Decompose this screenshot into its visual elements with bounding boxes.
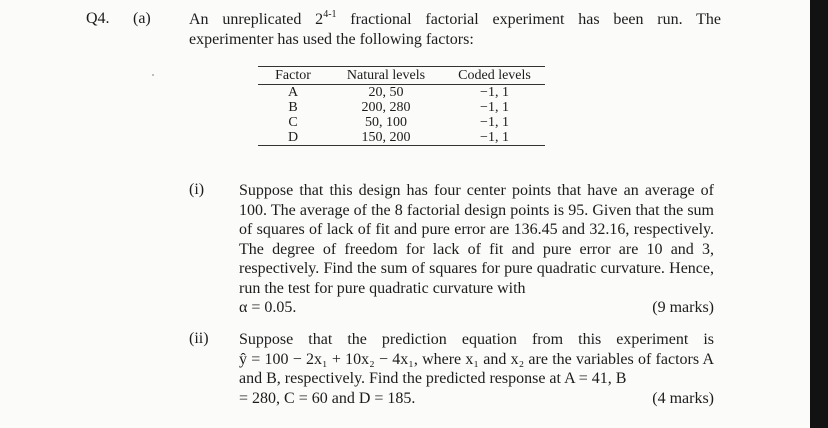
factor-cell: B [288, 100, 298, 115]
part-ii-values: = 280, C = 60 and D = 185. [239, 389, 416, 407]
prediction-equation: ŷ = 100 − 2x₁ + 10x₂ − 4x₁, [239, 350, 418, 368]
header-natural-levels: Natural levels [328, 67, 444, 85]
factor-cell: D [258, 130, 328, 146]
part-ii-label: (ii) [189, 330, 209, 347]
table-header-row [258, 67, 545, 85]
question-intro: An unreplicated 2$^{4-1}$ fractional factorial experiment has been run. The experimenter has used the following factors: [189, 8, 721, 48]
alpha-value: α = 0.05. [239, 299, 297, 316]
table-row [258, 100, 545, 115]
question-number: Q4. [86, 10, 110, 27]
speck [152, 74, 154, 76]
coded-levels-cell: −1, 1 [444, 130, 545, 146]
factor-table [258, 66, 545, 146]
part-ii-marks: (4 marks) [652, 389, 714, 407]
coded-levels-cell: −1, 1 [480, 115, 509, 130]
coded-levels-cell: −1, 1 [480, 85, 509, 100]
part-i-body [239, 181, 714, 318]
question-part-label: (a) [133, 10, 151, 27]
part-ii-text: Suppose that the prediction equation from this experiment is ŷ = 100 − 2x₁ + 10x₂ − 4x₁, where x₁ and x₂ are the variables of factors A and B, respectively. Find the predicted response at A = 41, B [239, 331, 715, 387]
part-i-marks: (9 marks) [652, 299, 714, 316]
factor-cell: A [287, 85, 299, 100]
table-row [258, 85, 545, 101]
natural-levels-cell: 150, 200 [328, 130, 444, 146]
table-row [258, 130, 545, 146]
part-i-label: (i) [189, 181, 205, 198]
factor-cell: C [288, 115, 298, 130]
coded-levels-cell: −1, 1 [480, 100, 509, 115]
exponent: 4-1 [323, 8, 337, 20]
right-edge-bar [810, 0, 828, 428]
header-coded-levels: Coded levels [444, 67, 545, 85]
header-factor: Factor [258, 67, 328, 85]
part-i-text: Suppose that this design has four center points that have an average of 100. The average of the 8 factorial design points is 95. Given that the sum of squares of lack of fit and pure error are 136.45 and 32.16, respectively. The degree of freedom for lack of fit and pure error are 10 and 3, respectively. Find the sum of squares for pure quadratic curvature. Hence, run the test for pure quadratic curvature with [239, 182, 714, 297]
natural-levels-cell: 200, 280 [361, 100, 411, 115]
natural-levels-cell: 20, 50 [368, 85, 404, 100]
part-ii-body [239, 330, 714, 408]
natural-levels-cell: 50, 100 [365, 115, 407, 130]
table-row [258, 115, 545, 130]
